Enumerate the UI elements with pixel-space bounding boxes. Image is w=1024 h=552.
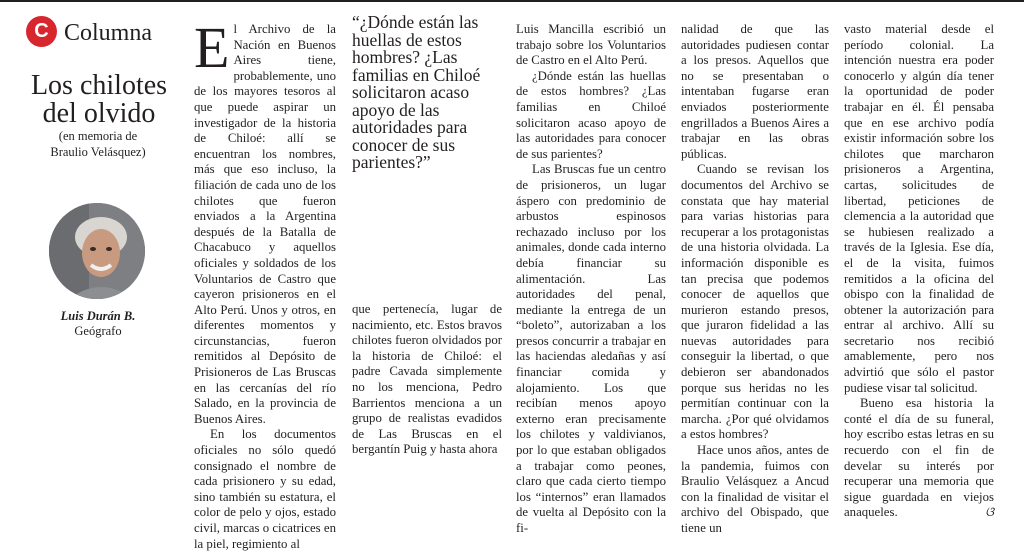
memoriam-line-1: (en memoria de xyxy=(58,129,138,143)
article-column-3 xyxy=(516,22,666,537)
section-badge-icon: C xyxy=(26,16,57,47)
memoriam-subtitle xyxy=(18,128,178,160)
article-column-4 xyxy=(681,22,829,537)
top-rule xyxy=(0,0,1024,2)
paragraph: vasto material desde el período colonial. La intención nuestra era poder conocerlo y algún día tener la oportunidad de poder trabajar en él. Él pensaba que en ese archivo podía existir información sobre los chilotes que marcharon prisioneros a Argentina, cartas, solicitudes de libertad, peticiones de clemencia a la autoridad que se hubiesen realizado a través de la Iglesia. Ese día, el de la visita, fuimos remitidos a la oficina del obispo con la finalidad de obtener la autorización para entrar al archivo. Allí su secretario nos recibió amablemente, pero nos advirtió que sólo el pastor pudiese visar tal solicitud. xyxy=(844,22,994,395)
author-role: Geógrafo xyxy=(74,324,122,338)
end-mark-icon: ଓ xyxy=(985,505,994,520)
paragraph-text: Bueno esa historia la conté el día de su funeral, hoy escribo estas letras en su recuerdo con el fin de develar su interés por recuperar una memoria que sigue guardada en viejos anaqueles. xyxy=(844,396,994,520)
paragraph: Luis Mancilla escribió un trabajo sobre los Voluntarios de Castro en el Alto Perú. xyxy=(516,22,666,68)
paragraph: Cuando se revisan los documentos del Archivo se constata que hay material para varias historias para recuperar a los protagonistas de una historia olvidada. La información disponible es tan precisa que podemos conocer de aquellos que murieron estando presos, que juraron fidelidad a las nuevas autoridades para conseguir la libertad, o que debieron ser abandonados porque sus heridas no les permitían continuar con la marcha. ¿Por qué olvidamos a estos hombres? xyxy=(681,162,829,442)
title-line-1: Los chilotes xyxy=(30,70,168,101)
author-portrait-image xyxy=(49,203,145,299)
paragraph: que pertenecía, lugar de nacimiento, etc. Estos bravos chilotes fueron olvidados por la historia de Chiloé: el padre Cavada simplemente no los menciona, Pedro Barrientos menciona a un grupo de realistas evadidos de Las Bruscas en el bergantín Puig y hasta ahora xyxy=(352,302,502,457)
article-column-5 xyxy=(844,22,994,521)
paragraph xyxy=(194,15,336,427)
memoriam-line-2: Braulio Velásquez) xyxy=(50,145,146,159)
paragraph: Las Bruscas fue un centro de prisioneros, un lugar áspero con predominio de arbustos espinosos rechazado incluso por los animales, donde cada interno debía financiar su alimentación. Las autoridades del penal, mediante la entrega de un “boleto”, autorizaban a los presos concurrir a trabajar en las haciendas aledañas y así financiar comida y alojamiento. Los que recibían menos apoyo externo eran precisamente los chilotes y valdivianos, por lo que estaban obligados a trabajar como peones, claro que cada cierto tiempo los “internos” eran llamados de vuelta al Depósito con la fi- xyxy=(516,162,666,535)
title-line-2: del olvido xyxy=(42,98,156,129)
paragraph: En los documentos oficiales no sólo quedó consignado el nombre de cada prisionero y su edad, sino también su estatura, el color de pelo y ojos, estado civil, marcas o cicatrices en la piel, regimiento al xyxy=(194,427,336,551)
article-column-1 xyxy=(194,15,336,552)
paragraph xyxy=(844,396,994,521)
paragraph: nalidad de que las autoridades pudiesen contar a los presos. Aquellos que no se presentaban o intentaban fugarse eran enviados posteriormente engrillados a Buenos Aires a trabajar en las obras públicas. xyxy=(681,22,829,161)
article-title xyxy=(14,72,184,128)
pull-quote: “¿Dónde están las huellas de estos hombres? ¿Las familias en Chiloé solicitaron acaso apoyo de las autoridades para conocer de sus parientes?” xyxy=(352,12,481,172)
article-column-2 xyxy=(352,302,502,458)
drop-cap: E xyxy=(194,15,230,80)
section-label: Columna xyxy=(64,20,152,46)
paragraph-text: l Archivo de la Nación en Buenos Aires tiene, probablemente, uno de los mayores tesoros al que puede aspirar un investigador de la historia de Chiloé: allí se encuentran los nombres, más que eso incluso, la filiación de cada uno de los chilotes que fueron enviados a la Argentina después de la Batalla de Chacabuco y aquellos oficiales y soldados de los Voluntarios de Castro que cayeron prisioneros en el Alto Perú. Unos y otros, en diferentes momentos y circunstancias, fueron remitidos al Depósito de Prisioneros de Las Bruscas en las cercanías del río Salado, en la provincia de Buenos Aires. xyxy=(194,22,336,426)
author-name: Luis Durán B. xyxy=(60,309,136,323)
paragraph: ¿Dónde están las huellas de estos hombres? ¿Las familias en Chiloé solicitaron acaso apoyo de las autoridades para conocer de sus parientes? xyxy=(516,68,666,161)
author-photo xyxy=(49,203,145,299)
paragraph: Hace unos años, antes de la pandemia, fuimos con Braulio Velásquez a Ancud con la finalidad de visitar el archivo del Obispado, que tiene un xyxy=(681,443,829,535)
